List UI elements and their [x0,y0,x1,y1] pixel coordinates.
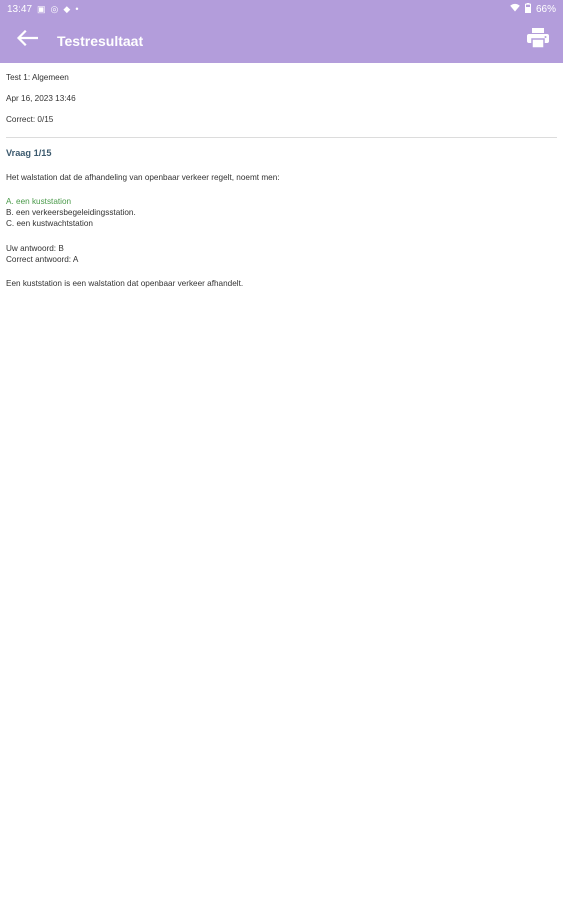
question-header: Vraag 1/15 [6,147,52,158]
app-bar [0,18,563,63]
app-notification-icon: ◆ [63,3,71,14]
explanation-line: Een kuststation is een walstation dat openbaar verkeer afhandelt. [6,279,244,289]
results-content[interactable] [0,63,563,818]
options-list [6,196,557,230]
status-bar [0,0,563,18]
dot-notification-icon: • [75,3,79,14]
back-button[interactable] [2,18,52,63]
question-text: Het walstation dat de afhandeling van openbaar verkeer regelt, noemt men: [6,172,280,182]
option: C. een kustwachtstation [6,219,93,229]
correct-answer: Correct antwoord: A [6,254,79,264]
answers [6,243,557,265]
battery-percentage: 66% [535,3,556,15]
option: B. een verkeersbegeleidingsstation. [6,208,136,218]
gallery-notification-icon: ▣ [37,3,46,14]
option-correct: A. een kuststation [6,197,72,207]
page-title: Testresultaat [57,32,144,49]
printer-icon [527,28,549,53]
test-score: Correct: 0/15 [6,115,54,125]
status-bar-right [510,3,556,16]
arrow-left-icon [16,30,38,51]
test-name: Test 1: Algemeen [6,73,69,82]
your-answer: Uw antwoord: B [6,243,64,253]
test-date: Apr 16, 2023 13:46 [6,94,76,104]
print-button[interactable] [513,18,563,63]
question-block [6,138,557,300]
wifi-icon [510,3,520,15]
test-meta [6,63,557,126]
battery-icon [525,3,531,16]
explanation [6,278,557,289]
status-bar-left [7,4,78,15]
sync-notification-icon: ◎ [50,3,59,14]
status-time: 13:47 [7,3,33,15]
